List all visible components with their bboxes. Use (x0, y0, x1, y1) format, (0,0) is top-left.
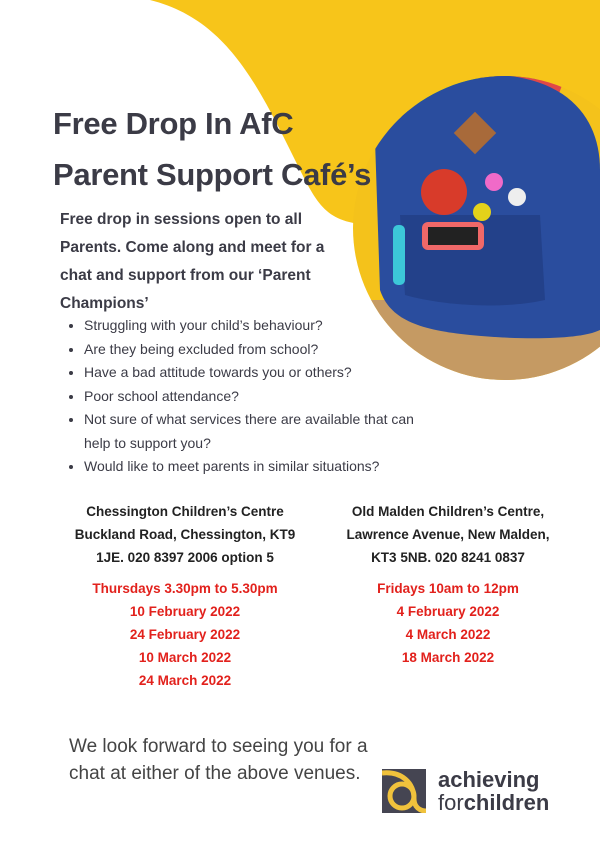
venue-line: Lawrence Avenue, New Malden, (346, 527, 550, 542)
title-line-2: Parent Support Café’s (53, 157, 372, 192)
logo-line-1: achieving (438, 767, 540, 792)
date-line: 18 March 2022 (401, 650, 495, 665)
list-item: • Not sure of what services there are available that can help to support you? (84, 408, 424, 455)
venue-line: 1JE. 020 8397 2006 option 5 (96, 550, 274, 565)
bullet-list (48, 314, 424, 479)
logo-line-2a: for (438, 790, 464, 815)
venue-line: KT3 5NB. 020 8241 0837 (371, 550, 525, 565)
date-line: 24 March 2022 (138, 673, 232, 688)
venue-line: Old Malden Children’s Centre, (351, 504, 545, 519)
achieving-for-children-logo (382, 768, 549, 814)
list-item: • Are they being excluded from school? (84, 338, 424, 362)
date-line: 10 February 2022 (129, 604, 241, 619)
afc-logo-icon (382, 769, 426, 813)
logo-line-2b: children (463, 790, 550, 815)
venue-old-malden (318, 500, 578, 569)
venue-chessington (55, 500, 315, 569)
venue-line: Buckland Road, Chessington, KT9 (74, 527, 296, 542)
dates-old-malden (318, 577, 578, 669)
intro-text: Free drop in sessions open to all Parents. Come along and meet for a chat and support from our ‘Parent Champions’ (60, 211, 325, 312)
date-line: 4 February 2022 (396, 604, 500, 619)
list-item: • Struggling with your child’s behaviour? (84, 314, 424, 338)
list-item: • Have a bad attitude towards you or others? (84, 361, 424, 385)
date-line: Fridays 10am to 12pm (377, 581, 519, 596)
venue-line: Chessington Children’s Centre (86, 504, 284, 519)
list-item: • Would like to meet parents in similar situations? (84, 455, 424, 479)
list-item: • Poor school attendance? (84, 385, 424, 409)
date-line: 24 February 2022 (129, 627, 241, 642)
closing-text: We look forward to seeing you for a chat at either of the above venues. (69, 736, 368, 784)
date-line: Thursdays 3.30pm to 5.30pm (92, 581, 278, 596)
title-line-1: Free Drop In AfC (53, 106, 294, 141)
date-line: 10 March 2022 (138, 650, 232, 665)
dates-chessington (55, 577, 315, 692)
date-line: 4 March 2022 (405, 627, 491, 642)
